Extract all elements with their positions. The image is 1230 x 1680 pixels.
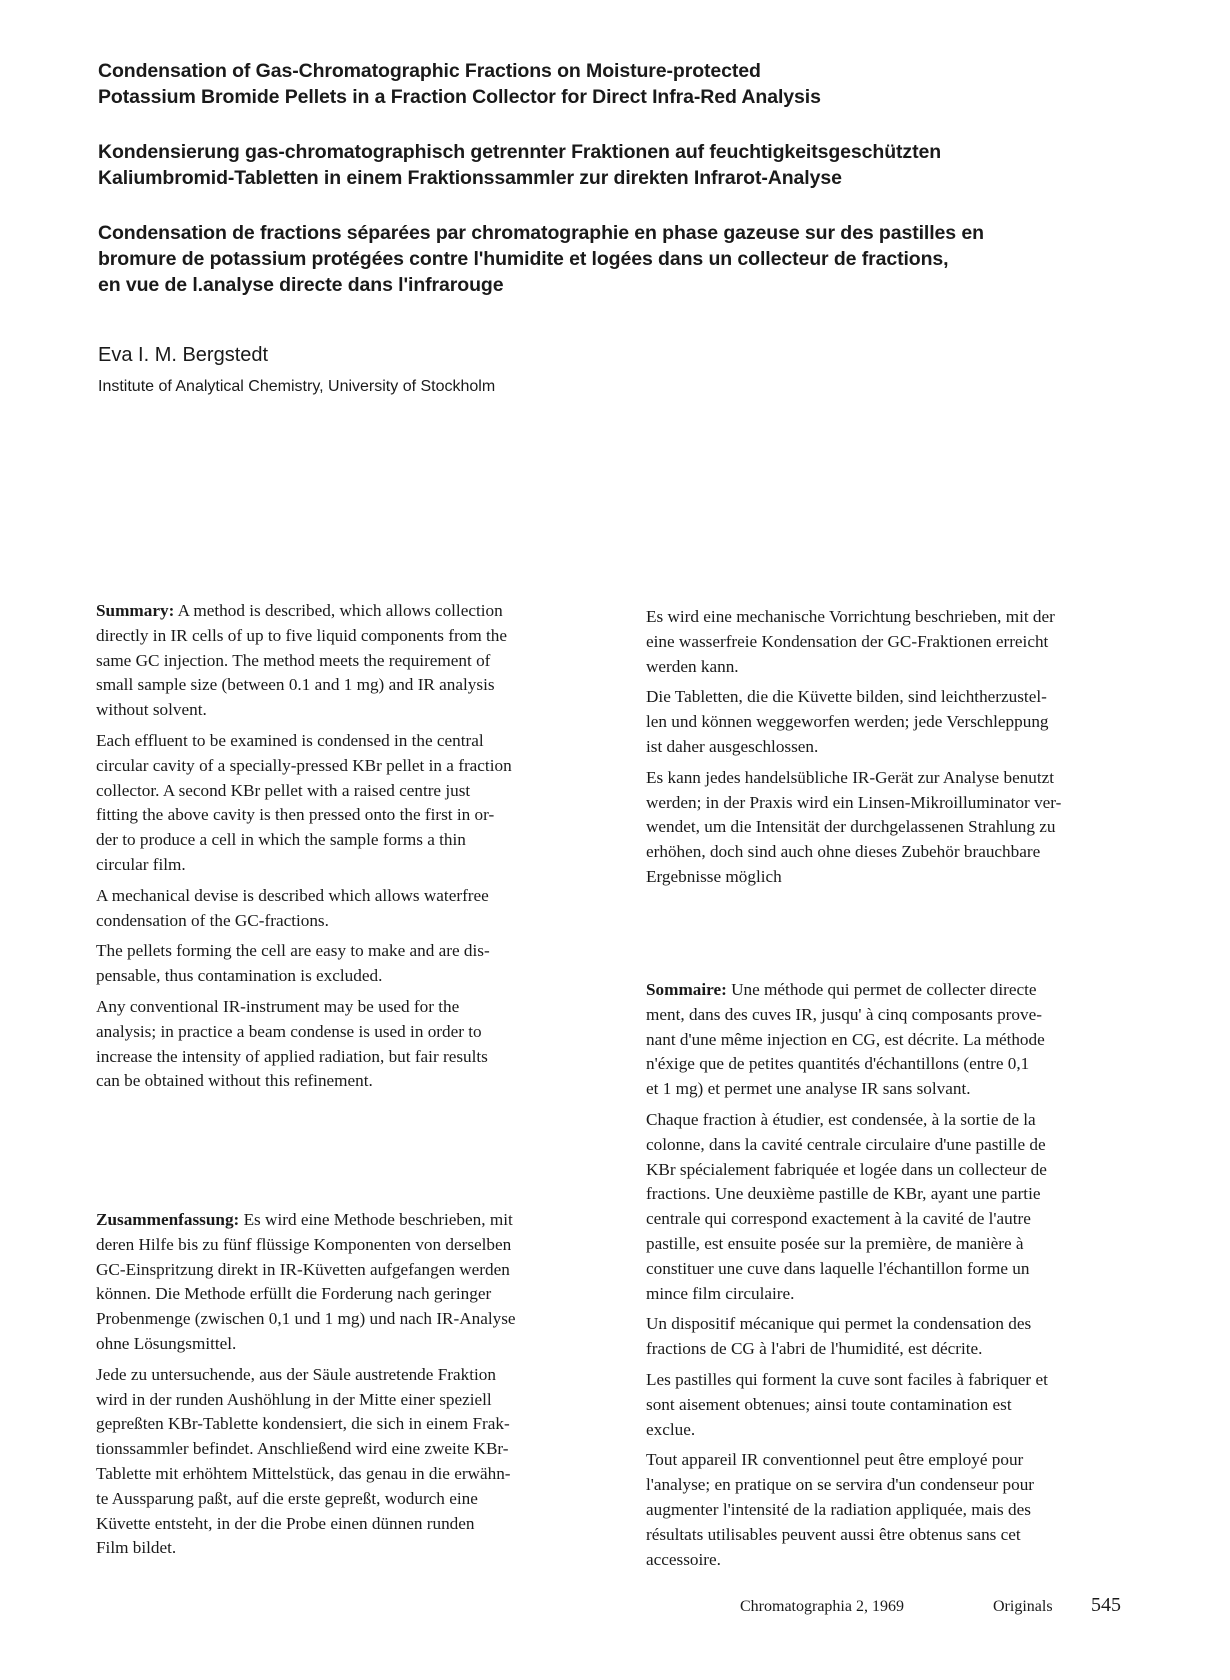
sommaire-paragraph: Les pastilles qui forment la cuve sont faciles à fabriquer et sont aisement obtenues; ainsi toute contamination est exclue.: [646, 1369, 1048, 1439]
title-line: Kaliumbromid-Tabletten in einem Fraktionssammler zur direkten Infrarot-Analyse: [98, 167, 842, 189]
author-name: Eva I. M. Bergstedt: [98, 344, 269, 366]
zusammenfassung-paragraph: Zusammenfassung: Es wird eine Methode beschrieben, mit deren Hilfe bis zu fünf flüssige Komponenten von derselben GC-Einspritzung direkt in IR-Küvetten aufgefangen werden können. Die Methode erfüllt die Forderung nach geringer Probenmenge (zwischen 0,1 und 1 mg) und nach IR-Analyse ohne Lösungsmittel.: [96, 1210, 516, 1353]
zusammenfassung-paragraph: Jede zu untersuchende, aus der Säule austretende Fraktion wird in der runden Aushöhlung in der Mitte einer speziell gepreßten KBr-Tablette kondensiert, die sich in einem Frak- tionssammler befindet. Anschließend wird eine zweite KBr- Tablette mit erhöhtem Mittelstück, das genau in die erwähn- te Aussparung paßt, auf die erste gepreßt, wodurch eine Küvette entsteht, in der die Probe einen dünnen runden Film bildet.: [96, 1364, 511, 1558]
title-line: Potassium Bromide Pellets in a Fraction Collector for Direct Infra-Red Analysis: [98, 86, 821, 108]
sommaire-paragraph: Sommaire: Une méthode qui permet de collecter directe ment, dans des cuves IR, jusqu' à cinq composants prove- nant d'une même injection en CG, est décrite. La méthode n'éxige que de petites quantités d'échantillons (entre 0,1 et 1 mg) et permet une analyse IR sans solvant.: [646, 980, 1045, 1099]
title-group: [98, 58, 1078, 327]
german-continued-section: [646, 605, 1186, 896]
title-line: Condensation de fractions séparées par chromatographie en phase gazeuse sur des pastilles en: [98, 222, 984, 244]
page-number: 545: [1091, 1594, 1121, 1616]
sommaire-section: [646, 978, 1186, 1578]
title-line: Kondensierung gas-chromatographisch getrennter Fraktionen auf feuchtigkeitsgeschützten: [98, 141, 942, 163]
sommaire-paragraph: Tout appareil IR conventionnel peut être employé pour l'analyse; en pratique on se servira d'un condenseur pour augmenter l'intensité de la radiation appliquée, mais des résultats utilisables peuvent aussi être obtenus sans cet accessoire.: [646, 1450, 1035, 1569]
author-affiliation: Institute of Analytical Chemistry, University of Stockholm: [98, 378, 496, 395]
summary-paragraph: A mechanical devise is described which allows waterfree condensation of the GC-fractions.: [96, 885, 489, 930]
summary-paragraph: Each effluent to be examined is condensed in the central circular cavity of a specially-pressed KBr pellet in a fraction collector. A second KBr pellet with a raised centre just fitting the above cavity is then pressed onto the first in or- der to produce a cell in which the sample forms a thin circular film.: [96, 730, 512, 874]
title-line: Condensation of Gas-Chromatographic Fractions on Moisture-protected: [98, 60, 761, 82]
title-line: bromure de potassium protégées contre l'humidite et logées dans un collecteur de fractions,: [98, 248, 949, 270]
journal-citation: Chromatographia 2, 1969: [740, 1598, 904, 1615]
section-label: Originals: [993, 1598, 1053, 1615]
summary-heading: Summary:: [96, 601, 175, 620]
zusammenfassung-heading: Zusammenfassung:: [96, 1210, 240, 1229]
german-paragraph: Es wird eine mechanische Vorrichtung beschrieben, mit der eine wasserfreie Kondensation der GC-Fraktionen erreicht werden kann.: [646, 607, 1055, 676]
german-title: [98, 139, 1078, 191]
german-paragraph: Die Tabletten, die die Küvette bilden, sind leichtherzustel- len und können weggeworfen werden; jede Verschleppung ist daher ausgeschlossen.: [646, 687, 1049, 756]
german-paragraph: Es kann jedes handelsübliche IR-Gerät zur Analyse benutzt werden; in der Praxis wird ein Linsen-Mikroilluminator ver- wendet, um die Intensität der durchgelassenen Strahlung zu erhöhen, doch sind auch ohne dieses Zubehör brauchbare Ergebnisse möglich: [646, 767, 1062, 886]
sommaire-paragraph: Un dispositif mécanique qui permet la condensation des fractions de CG à l'abri de l'humidité, est décrite.: [646, 1314, 1032, 1359]
english-title: [98, 58, 1078, 110]
french-title: [98, 220, 1078, 298]
sommaire-paragraph: Chaque fraction à étudier, est condensée, à la sortie de la colonne, dans la cavité centrale circulaire d'une pastille de KBr spécialement fabriquée et logée dans un collecteur de fractions. Une deuxième pastille de KBr, ayant une partie centrale qui correspond exactement à la cavité de l'autre pastille, est ensuite posée sur la première, de manière à constituer une cuve dans laquelle l'échantillon forme un mince film circulaire.: [646, 1109, 1047, 1303]
sommaire-heading: Sommaire:: [646, 980, 727, 999]
zusammenfassung-section: [96, 1208, 626, 1567]
title-line: en vue de l.analyse directe dans l'infrarouge: [98, 274, 504, 296]
summary-section: [96, 599, 626, 1100]
summary-paragraph: The pellets forming the cell are easy to make and are dis- pensable, thus contamination is excluded.: [96, 941, 490, 986]
summary-paragraph: Any conventional IR-instrument may be used for the analysis; in practice a beam condense is used in order to increase the intensity of applied radiation, but fair results can be obtained without this refinement.: [96, 996, 488, 1091]
summary-paragraph: Summary: A method is described, which allows collection directly in IR cells of up to five liquid components from the same GC injection. The method meets the requirement of small sample size (between 0.1 and 1 mg) and IR analysis without solvent.: [96, 601, 507, 720]
